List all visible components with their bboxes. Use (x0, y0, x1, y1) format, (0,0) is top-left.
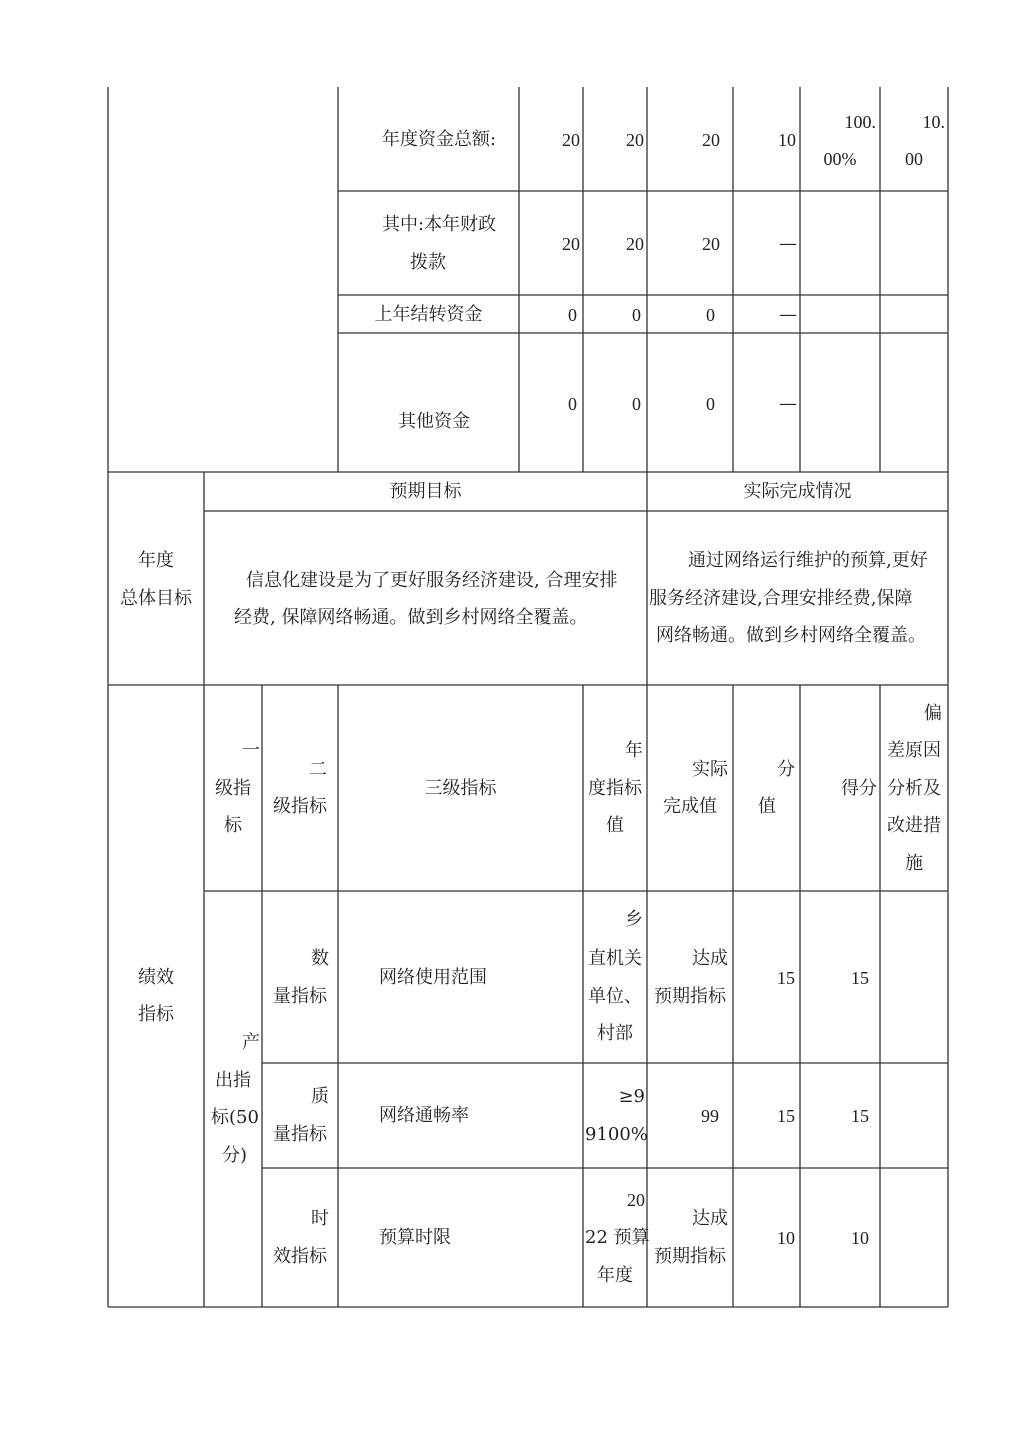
total-executed: 20 (702, 130, 720, 150)
row3-actual-line1: 达成 (692, 1208, 728, 1229)
total-score: 10 (778, 130, 796, 150)
header-l2-line2: 级指标 (273, 796, 327, 817)
other-funds-label: 其他资金 (398, 411, 470, 432)
expected-goal-line1: 信息化建设是为了更好服务经济建设, 合理安排 (246, 570, 618, 591)
row3-score: 10 (777, 1228, 795, 1248)
fiscal-adjusted: 20 (626, 234, 644, 254)
l1-value-line1: 产 (242, 1032, 260, 1053)
row2-l2-line1: 质 (311, 1086, 329, 1107)
other-budget: 0 (568, 394, 577, 414)
actual-goal-line3: 网络畅通。做到乡村网络全覆盖。 (656, 625, 926, 646)
expected-goal-line2: 经费, 保障网络畅通。做到乡村网络全覆盖。 (234, 607, 588, 628)
row1-actual-line1: 达成 (692, 948, 728, 969)
row3-l2-line1: 时 (311, 1208, 329, 1229)
header-score-line1: 分 (777, 759, 795, 780)
goals-row-label-line1: 年度 (138, 550, 174, 571)
carryover-score: — (779, 304, 797, 325)
header-reason-line5: 施 (905, 853, 923, 874)
total-rate-line1: 100. (844, 112, 876, 132)
actual-goal-line2: 服务经济建设,合理安排经费,保障 (649, 588, 913, 609)
row1-l2-line1: 数 (311, 948, 329, 969)
actual-goal-line1: 通过网络运行维护的预算,更好 (688, 550, 928, 571)
fiscal-executed: 20 (702, 234, 720, 254)
header-l1-line2: 级指 (215, 778, 251, 799)
fiscal-label-line2: 拨款 (410, 252, 446, 273)
row1-actual-line2: 预期指标 (654, 986, 726, 1007)
header-target-line3: 值 (606, 815, 624, 836)
total-budget: 20 (562, 130, 580, 150)
row3-got: 10 (851, 1228, 869, 1248)
row2-l3: 网络通畅率 (379, 1105, 469, 1126)
l1-value-line3: 标(50 (211, 1107, 259, 1128)
header-score-line2: 值 (758, 796, 776, 817)
other-adjusted: 0 (632, 394, 641, 414)
row1-target-line2: 直机关 (588, 948, 642, 969)
carryover-budget: 0 (568, 305, 577, 325)
header-reason-line3: 分析及 (887, 778, 941, 799)
row2-target-line1: ≥9 (618, 1086, 645, 1107)
total-funds-label: 年度资金总额: (382, 129, 497, 150)
row2-score: 15 (777, 1106, 795, 1126)
row1-l3: 网络使用范围 (379, 967, 487, 988)
header-l3: 三级指标 (424, 778, 497, 799)
row1-got: 15 (851, 968, 869, 988)
l1-value-line2: 出指 (215, 1070, 251, 1091)
row2-l2-line2: 量指标 (273, 1124, 327, 1145)
perf-row-label-line1: 绩效 (138, 967, 174, 988)
other-score: — (779, 393, 797, 414)
row2-got: 15 (851, 1106, 869, 1126)
total-got-line1: 10. (922, 112, 945, 132)
row1-score: 15 (777, 968, 795, 988)
header-target-line1: 年 (625, 740, 643, 761)
header-l1-line3: 标 (224, 815, 242, 836)
row3-target-line2: 22 预算 (585, 1227, 650, 1248)
row1-l2-line2: 量指标 (273, 986, 327, 1007)
total-got-line2: 00 (905, 149, 923, 169)
header-actual-line1: 实际 (692, 759, 728, 780)
row3-target-line1: 20 (627, 1190, 645, 1210)
l1-value-line4: 分) (222, 1145, 248, 1166)
row1-target-line4: 村部 (597, 1023, 633, 1044)
other-executed: 0 (706, 394, 715, 414)
actual-completion-header: 实际完成情况 (743, 481, 852, 502)
row2-target-line2: 9100% (585, 1124, 648, 1145)
header-target-line2: 度指标 (588, 778, 642, 799)
expected-goal-header: 预期目标 (389, 481, 462, 502)
header-l2-line1: 二 (309, 759, 327, 780)
header-got: 得分 (841, 778, 877, 799)
row1-target-line1: 乡 (625, 909, 643, 930)
goals-row-label-line2: 总体目标 (120, 588, 192, 609)
fiscal-label-line1: 其中:本年财政 (382, 214, 497, 235)
carryover-label: 上年结转资金 (374, 304, 483, 325)
carryover-executed: 0 (706, 305, 715, 325)
total-rate-line2: 00% (823, 149, 857, 169)
header-l1-line1: 一 (242, 740, 260, 761)
perf-row-label-line2: 指标 (138, 1004, 174, 1025)
total-adjusted: 20 (626, 130, 644, 150)
fiscal-score: — (779, 233, 797, 254)
row3-l3: 预算时限 (379, 1227, 451, 1248)
row3-actual-line2: 预期指标 (654, 1246, 726, 1267)
row2-actual: 99 (701, 1106, 719, 1126)
header-actual-line2: 完成值 (663, 796, 717, 817)
fiscal-budget: 20 (562, 234, 580, 254)
header-reason-line1: 偏 (924, 703, 942, 724)
row3-l2-line2: 效指标 (273, 1246, 327, 1267)
row1-target-line3: 单位、 (588, 986, 642, 1007)
header-reason-line4: 改进措 (887, 815, 941, 836)
carryover-adjusted: 0 (632, 305, 641, 325)
row3-target-line3: 年度 (597, 1265, 633, 1286)
header-reason-line2: 差原因 (887, 740, 941, 761)
